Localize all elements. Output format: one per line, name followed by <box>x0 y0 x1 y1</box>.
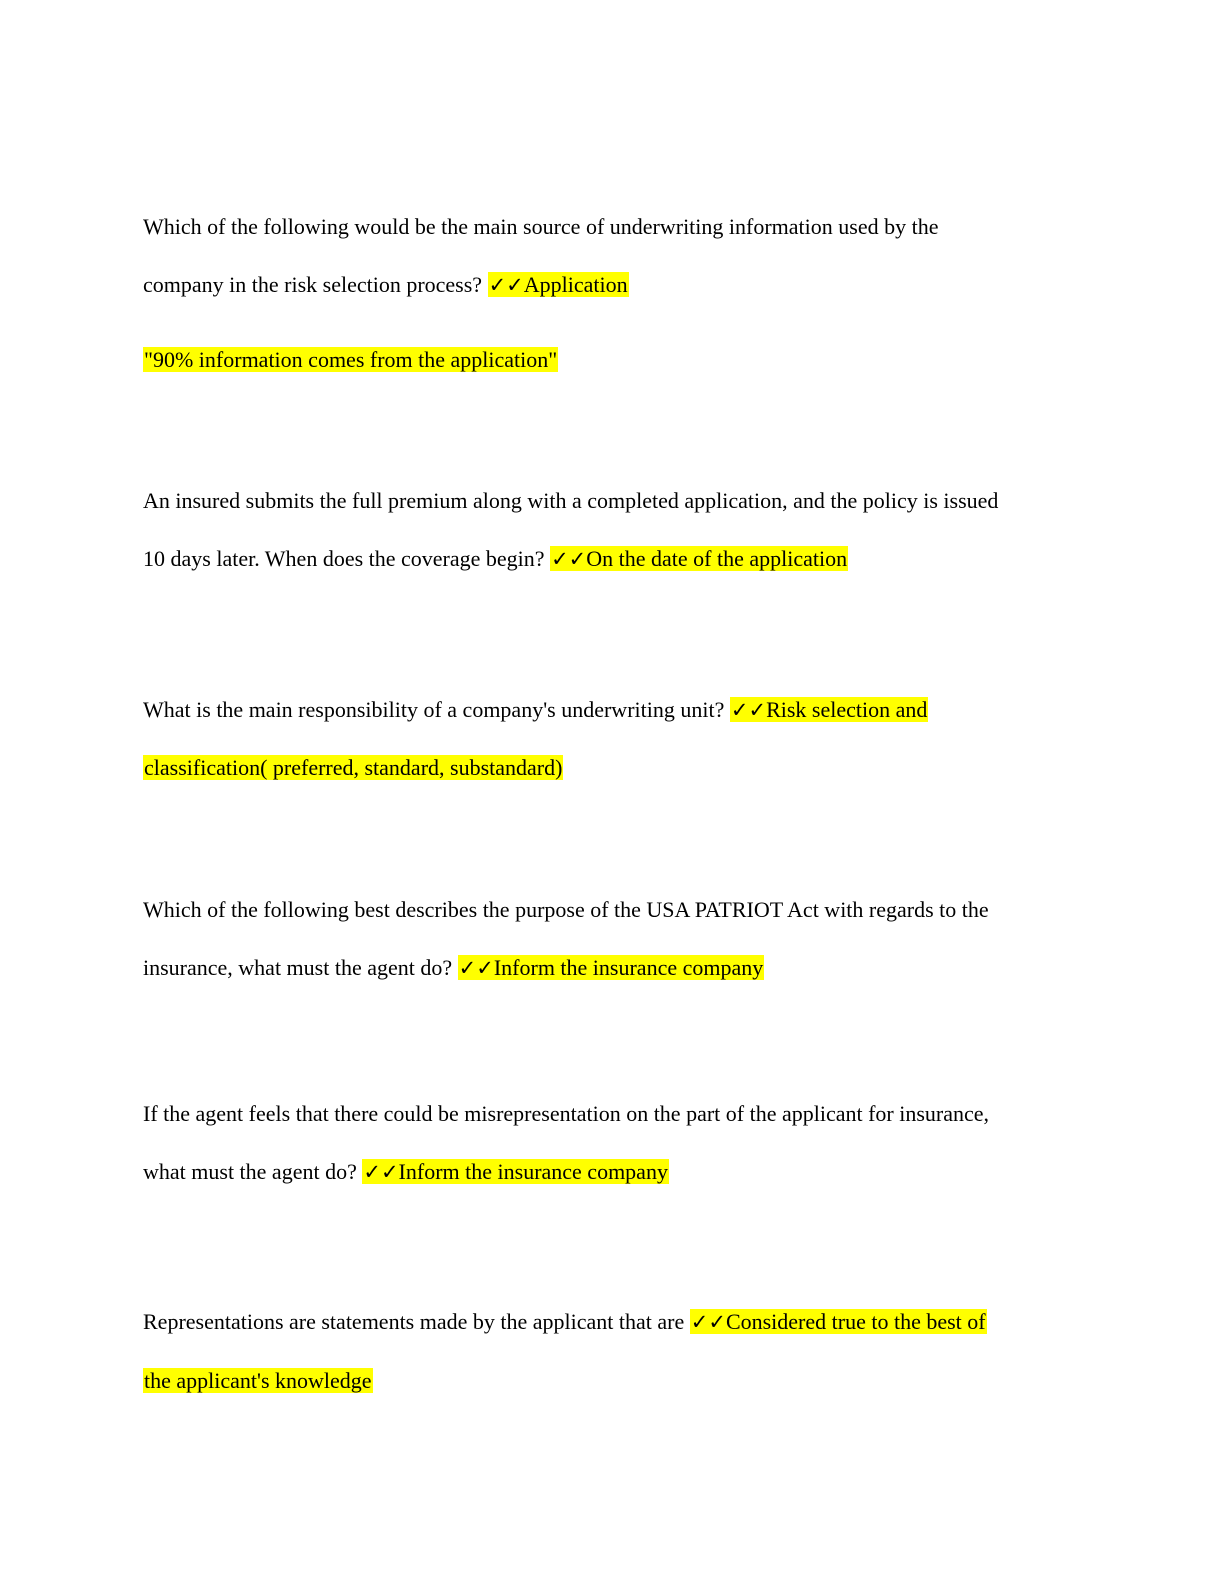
question-2-line-2 <box>143 544 848 574</box>
answer-highlight <box>458 955 765 980</box>
answer-highlight <box>730 697 929 722</box>
double-check-icon: ✓✓ <box>488 273 524 297</box>
answer-text: Inform the insurance company <box>398 1159 668 1184</box>
question-text: insurance, what must the agent do? <box>143 955 453 980</box>
answer-6-line-2 <box>143 1366 373 1396</box>
question-text: Representations are statements made by the applicant that are <box>143 1309 685 1334</box>
answer-highlight <box>550 546 848 571</box>
double-check-icon: ✓✓ <box>363 1160 399 1184</box>
question-2-line-1 <box>143 486 998 516</box>
answer-1-note <box>143 345 558 375</box>
answer-highlight <box>488 272 629 297</box>
question-5-line-1 <box>143 1099 989 1129</box>
answer-highlight <box>690 1309 987 1334</box>
answer-text: Risk selection and <box>766 697 928 722</box>
question-text: Which of the following would be the main source of underwriting information used by the <box>143 214 939 239</box>
double-check-icon: ✓✓ <box>690 1310 726 1334</box>
answer-text: the applicant's knowledge <box>144 1368 372 1393</box>
answer-text: classification( preferred, standard, substandard) <box>144 755 563 780</box>
question-4-line-2 <box>143 953 764 983</box>
question-text: An insured submits the full premium along with a completed application, and the policy is issued <box>143 488 999 513</box>
question-4-line-1 <box>143 895 989 925</box>
question-1-line-2 <box>143 270 629 300</box>
double-check-icon: ✓✓ <box>458 956 494 980</box>
question-1-line-1 <box>143 212 938 242</box>
question-text: Which of the following best describes the purpose of the USA PATRIOT Act with regards to the <box>143 897 989 922</box>
question-text: 10 days later. When does the coverage begin? <box>143 546 545 571</box>
answer-highlight <box>362 1159 669 1184</box>
answer-text: Considered true to the best of <box>725 1309 986 1334</box>
question-6-line-1 <box>143 1307 987 1337</box>
question-text: company in the risk selection process? <box>143 272 483 297</box>
answer-note-text: "90% information comes from the application" <box>144 347 558 372</box>
answer-text: Application <box>523 272 628 297</box>
double-check-icon: ✓✓ <box>730 698 767 722</box>
double-check-icon: ✓✓ <box>551 547 587 571</box>
answer-3-line-2 <box>143 753 563 783</box>
question-text: what must the agent do? <box>143 1159 357 1184</box>
question-3-line-1 <box>143 695 928 725</box>
question-text: If the agent feels that there could be misrepresentation on the part of the applicant for insurance, <box>143 1101 990 1126</box>
question-text: What is the main responsibility of a company's underwriting unit? <box>143 697 725 722</box>
answer-text: Inform the insurance company <box>493 955 764 980</box>
question-5-line-2 <box>143 1157 669 1187</box>
answer-text: On the date of the application <box>586 546 848 571</box>
